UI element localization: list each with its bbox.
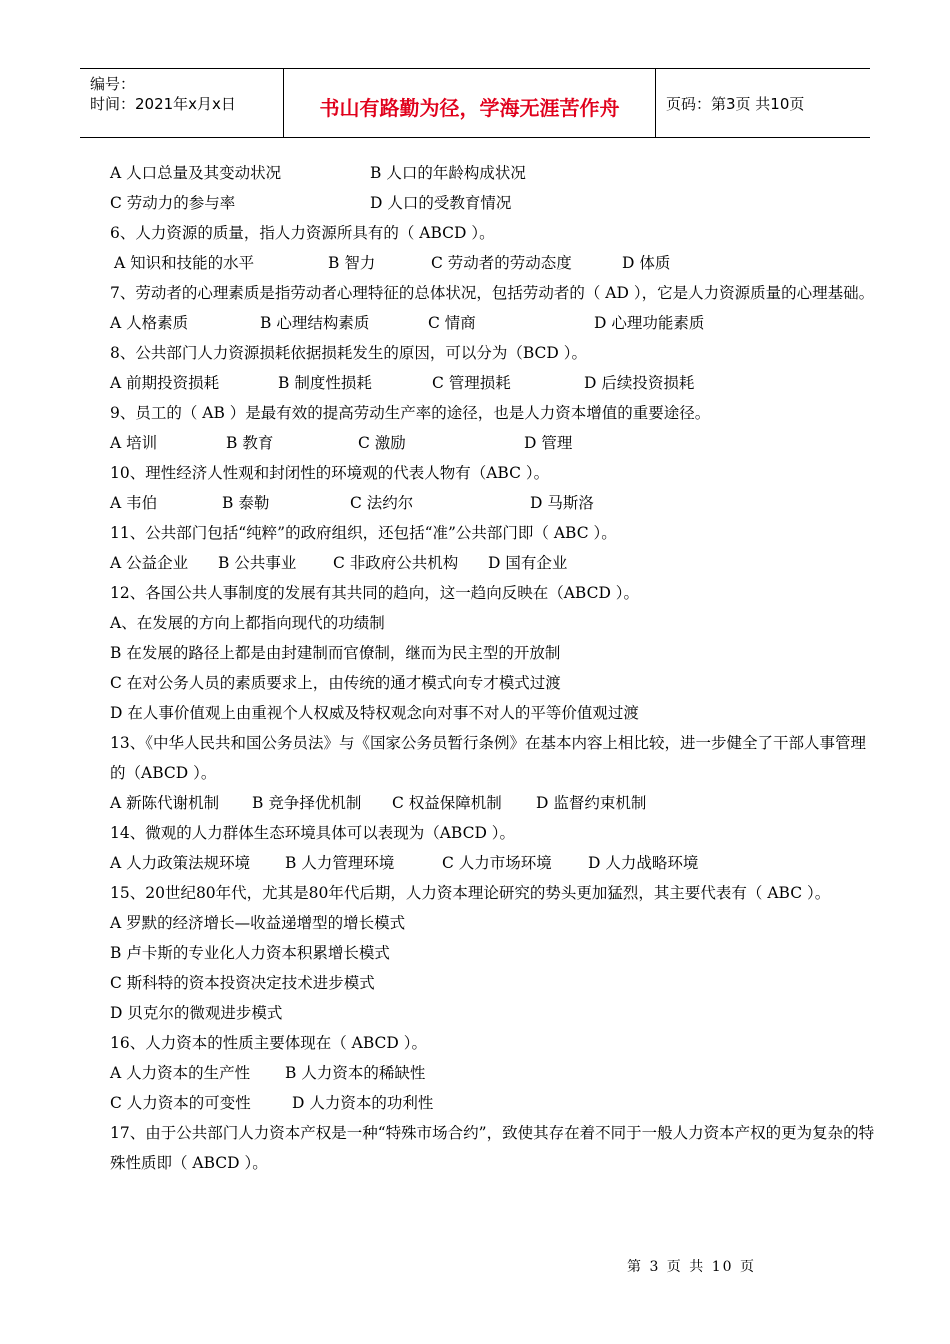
page-footer: 第 3 页 共 10 页 (627, 1259, 756, 1275)
option-row (80, 788, 875, 818)
option-a: A 人口总量及其变动状况 (110, 164, 282, 182)
question-6: 6、人力资源的质量，指人力资源所具有的（ ABCD ）。 (110, 224, 495, 242)
question-15-option-b: B 卢卡斯的专业化人力资本积累增长模式 (110, 944, 390, 962)
option-d: D 国有企业 (488, 554, 568, 572)
option-row (80, 548, 875, 578)
option-b: B 智力 (328, 254, 376, 272)
option-row (80, 308, 875, 338)
question-10: 10、理性经济人性观和封闭性的环境观的代表人物有（ABC ）。 (110, 464, 550, 482)
option-row (80, 1058, 875, 1088)
option-row (80, 1088, 875, 1118)
option-d: D 监督约束机制 (536, 794, 647, 812)
question-13: 13、《中华人民共和国公务员法》与《国家公务员暂行条例》在基本内容上相比较，进一步健全了干部人事管理的（ABCD ）。 (110, 734, 866, 782)
option-b: B 人力资本的稀缺性 (285, 1064, 426, 1082)
option-c: C 劳动力的参与率 (110, 194, 236, 212)
header-page-label: 页码：第3页 共10页 (666, 94, 805, 113)
question-12: 12、各国公共人事制度的发展有其共同的趋向，这一趋向反映在（ABCD ）。 (110, 584, 640, 602)
option-b: B 制度性损耗 (278, 374, 372, 392)
question-14: 14、微观的人力群体生态环境具体可以表现为（ABCD ）。 (110, 824, 516, 842)
option-d: D 后续投资损耗 (584, 374, 695, 392)
option-c: C 劳动者的劳动态度 (431, 254, 572, 272)
option-row (80, 488, 875, 518)
option-c: C 管理损耗 (432, 374, 511, 392)
option-a: A 新陈代谢机制 (110, 794, 220, 812)
question-12-option-b: B 在发展的路径上都是由封建制而官僚制，继而为民主型的开放制 (110, 644, 561, 662)
option-b: B 人力管理环境 (285, 854, 395, 872)
option-row (80, 368, 875, 398)
question-15-option-a: A 罗默的经济增长—收益递增型的增长模式 (110, 914, 406, 932)
header-motto: 书山有路勤为径，学海无涯苦作舟 (283, 69, 656, 137)
option-c: C 权益保障机制 (392, 794, 502, 812)
option-c: C 情商 (428, 314, 476, 332)
option-c: C 人力市场环境 (442, 854, 552, 872)
option-b: B 公共事业 (218, 554, 297, 572)
option-b: B 泰勒 (222, 494, 270, 512)
question-11: 11、公共部门包括“纯粹”的政府组织，还包括“准”公共部门即（ ABC ）。 (110, 524, 617, 542)
option-b: B 教育 (226, 434, 274, 452)
option-b: B 竞争择优机制 (252, 794, 362, 812)
option-a: A 公益企业 (110, 554, 189, 572)
option-d: D 心理功能素质 (594, 314, 705, 332)
question-15: 15、20世纪80年代，尤其是80年代后期，人力资本理论研究的势头更加猛烈，其主要代表有（ ABC ）。 (110, 884, 831, 902)
option-b: B 心理结构素质 (260, 314, 370, 332)
option-a: A 前期投资损耗 (110, 374, 220, 392)
option-row (80, 158, 875, 188)
option-b: B 人口的年龄构成状况 (370, 164, 526, 182)
option-c: C 法约尔 (350, 494, 414, 512)
option-a: A 人力资本的生产性 (110, 1064, 251, 1082)
option-a: A 韦伯 (110, 494, 158, 512)
question-12-option-c: C 在对公务人员的素质要求上，由传统的通才模式向专才模式过渡 (110, 674, 561, 692)
document-number-label: 编号： (90, 75, 136, 93)
option-d: D 体质 (622, 254, 671, 272)
option-c: C 非政府公共机构 (333, 554, 459, 572)
option-d: D 马斯洛 (530, 494, 594, 512)
question-12-option-a: A、在发展的方向上都指向现代的功绩制 (110, 614, 385, 632)
question-15-option-c: C 斯科特的资本投资决定技术进步模式 (110, 974, 375, 992)
document-time-label: 时间：2021年x月x日 (90, 95, 236, 113)
question-17: 17、由于公共部门人力资本产权是一种“特殊市场合约”，致使其存在着不同于一般人力资本产权的更为复杂的特殊性质即（ ABCD ）。 (110, 1124, 875, 1172)
header-meta (80, 69, 283, 137)
option-a: A 人力政策法规环境 (110, 854, 251, 872)
option-a: A 知识和技能的水平 (114, 254, 255, 272)
question-9: 9、员工的（ AB ）是最有效的提高劳动生产率的途径，也是人力资本增值的重要途径。 (110, 404, 711, 422)
option-row (80, 248, 875, 278)
option-d: D 人力战略环境 (588, 854, 699, 872)
option-row (80, 848, 875, 878)
question-16: 16、人力资本的性质主要体现在（ ABCD ）。 (110, 1034, 427, 1052)
option-c: C 激励 (358, 434, 406, 452)
option-c: C 人力资本的可变性 (110, 1094, 251, 1112)
page-header (80, 68, 870, 138)
option-a: A 人格素质 (110, 314, 189, 332)
question-15-option-d: D 贝克尔的微观进步模式 (110, 1004, 283, 1022)
option-d: D 管理 (524, 434, 573, 452)
question-7: 7、劳动者的心理素质是指劳动者心理特征的总体状况，包括劳动者的（ AD ），它是人力资源质量的心理基础。 (110, 284, 875, 302)
option-a: A 培训 (110, 434, 158, 452)
option-d: D 人口的受教育情况 (370, 194, 512, 212)
document-body (80, 158, 875, 1178)
option-d: D 人力资本的功利性 (292, 1094, 434, 1112)
question-12-option-d: D 在人事价值观上由重视个人权威及特权观念向对事不对人的平等价值观过渡 (110, 704, 639, 722)
option-row (80, 188, 875, 218)
option-row (80, 428, 875, 458)
question-8: 8、公共部门人力资源损耗依据损耗发生的原因，可以分为（BCD ）。 (110, 344, 588, 362)
